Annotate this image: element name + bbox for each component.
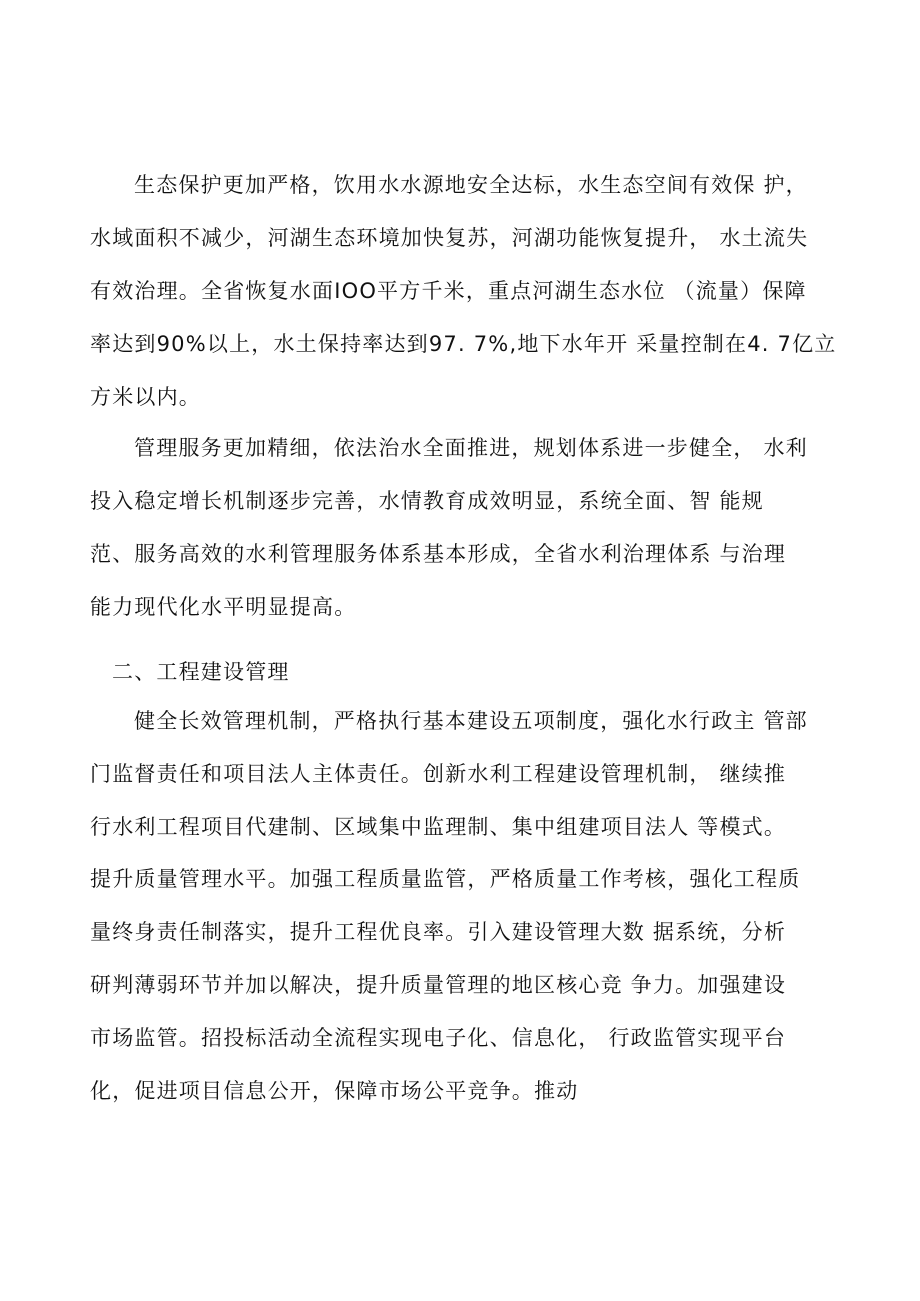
paragraph-2-line-3: 范、服务高效的水利管理服务体系基本形成，全省水利治理体系 与治理 xyxy=(90,542,787,566)
paragraph-1-line-1: 生态保护更加严格，饮用水水源地安全达标，水生态空间有效保 护， xyxy=(134,173,808,197)
paragraph-2-line-2: 投入稳定增长机制逐步完善，水情教育成效明显，系统全面、智 能规 xyxy=(90,489,764,513)
paragraph-3-line-5: 量终身责任制落实，提升工程优良率。引入建设管理大数 据系统，分析 xyxy=(90,920,787,944)
section-heading: 二、工程建设管理 xyxy=(112,660,290,684)
paragraph-1-line-5: 方米以内。 xyxy=(90,385,201,409)
paragraph-3-line-1: 健全长效管理机制，严格执行基本建设五项制度，强化水行政主 管部 xyxy=(134,709,808,733)
paragraph-3-line-7: 市场监管。招投标活动全流程实现电子化、信息化， 行政监管实现平台 xyxy=(90,1026,787,1050)
paragraph-3-line-2: 门监督责任和项目法人主体责任。创新水利工程建设管理机制， 继续推 xyxy=(90,762,787,786)
paragraph-1-line-4: 率达到90%以上，水土保持率达到97. 7%,地下水年开 采量控制在4. 7亿立 xyxy=(90,332,837,356)
paragraph-3-line-6: 研判薄弱环节并加以解决，提升质量管理的地区核心竞 争力。加强建设 xyxy=(90,973,787,997)
paragraph-3-line-4: 提升质量管理水平。加强工程质量监管，严格质量工作考核，强化工程质 xyxy=(90,867,801,891)
paragraph-3-line-3: 行水利工程项目代建制、区域集中监理制、集中组建项目法人 等模式。 xyxy=(90,815,787,839)
paragraph-1-line-2: 水域面积不减少，河湖生态环境加快复苏，河湖功能恢复提升， 水土流失 xyxy=(90,226,809,250)
paragraph-2-line-4: 能力现代化水平明显提高。 xyxy=(90,595,357,619)
paragraph-3-line-8: 化，促进项目信息公开，保障市场公平竞争。推动 xyxy=(90,1079,579,1103)
paragraph-1-line-3: 有效治理。全省恢复水面IOO平方千米，重点河湖生态水位 （流量）保障 xyxy=(90,279,807,303)
paragraph-2-line-1: 管理服务更加精细，依法治水全面推进，规划体系进一步健全， 水利 xyxy=(134,436,808,460)
